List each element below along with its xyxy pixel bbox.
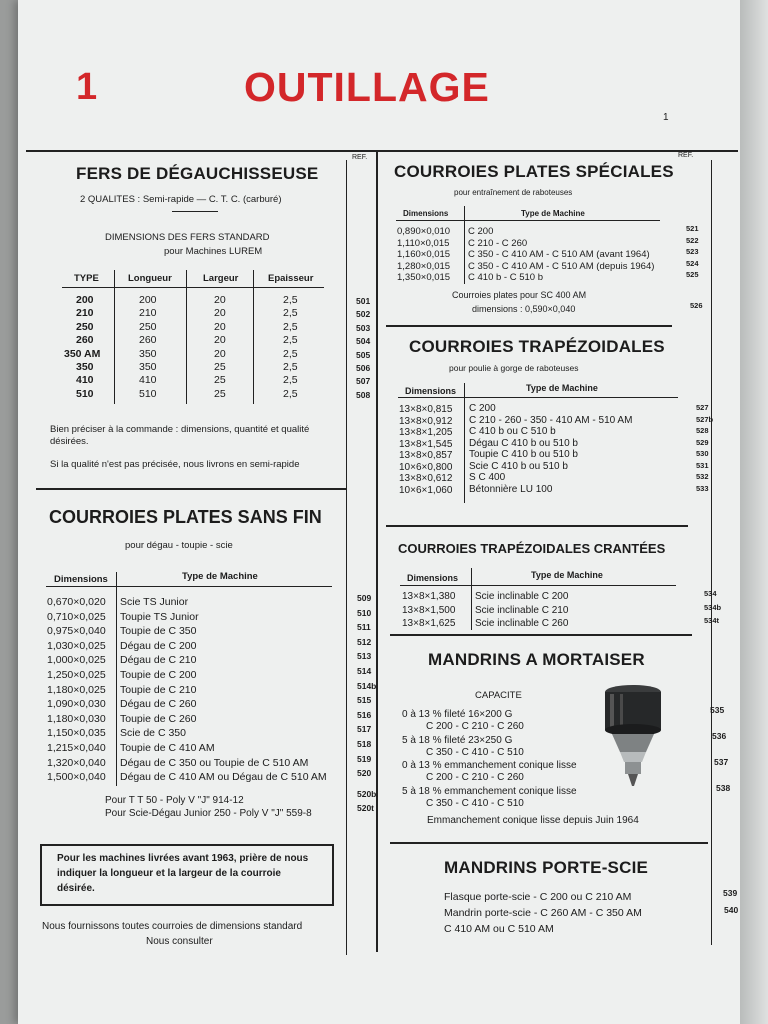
table-cell-machine: C 200	[468, 226, 494, 237]
table-cell-machine: Dégau de C 210	[120, 654, 197, 667]
mandrin-machines: C 200 - C 210 - C 260	[426, 721, 524, 732]
table-cell-longueur: 200	[139, 294, 157, 306]
table-cell-machine: Toupie C 410 b ou 510 b	[469, 449, 578, 460]
sans-fin-header-type: Type de Machine	[182, 571, 258, 582]
table-cell-machine: Dégau de C 350 ou Toupie de C 510 AM	[120, 756, 309, 769]
ref-number: 533	[696, 483, 709, 493]
table-cell-dimensions: 0,975×0,040	[47, 625, 106, 638]
speciales-subtitle: pour entraînement de raboteuses	[454, 188, 573, 197]
col-header-type: TYPE	[74, 273, 99, 284]
table-cell-largeur: 20	[214, 334, 226, 347]
ref-number: 513	[357, 651, 372, 662]
table-cell-epaisseur: 2,5	[283, 347, 298, 360]
table-cell-longueur: 510	[139, 387, 157, 400]
ref-number: 527	[696, 403, 709, 412]
section-rule	[36, 488, 346, 490]
table-cell-machine: Scie TS Junior	[120, 596, 189, 608]
table-cell-dimensions: 13×8×0,815	[399, 404, 453, 415]
table-cell-dimensions: 1,030×0,025	[47, 639, 106, 652]
table-cell-machine: Toupie de C 410 AM	[120, 742, 215, 754]
ref-number: 532	[696, 472, 709, 481]
ref-number: 519	[357, 753, 372, 764]
table-cell-type: 260	[76, 334, 94, 347]
table-cell-machine: Scie de C 350	[120, 727, 186, 740]
col-header-longueur: Longueur	[128, 273, 172, 284]
fers-note-1: Bien préciser à la commande : dimensions, quantité et qualité désirées.	[50, 424, 310, 447]
table-cell-machine: Dégau C 410 b ou 510 b	[469, 437, 578, 449]
ref-number: 527b	[696, 414, 714, 424]
table-cell-dimensions: 1,160×0,015	[397, 249, 451, 261]
fers-header-rule	[62, 287, 324, 288]
section-rule	[386, 325, 672, 327]
drill-chuck-image	[598, 682, 668, 792]
ref-number: 515	[357, 695, 372, 706]
porte-scie-line-1: Flasque porte-scie - C 200 ou C 210 AM	[444, 891, 632, 903]
ref-number: 535	[710, 705, 725, 715]
table-cell-machine: Bétonnière LU 100	[469, 483, 553, 495]
ref-number: 526	[690, 301, 703, 310]
mandrin-machines: C 200 - C 210 - C 260	[426, 772, 524, 783]
mandrins-capacite: CAPACITE	[475, 690, 522, 701]
trapezoidales-header-type: Type de Machine	[526, 383, 598, 393]
table-cell-machine: Scie C 410 b ou 510 b	[469, 460, 568, 472]
ref-number: 520	[357, 768, 372, 779]
table-cell-largeur: 20	[214, 294, 226, 306]
table-cell-epaisseur: 2,5	[283, 307, 298, 320]
speciales-col-rule	[464, 206, 465, 284]
table-cell-dimensions: 13×8×0,612	[399, 473, 453, 484]
table-cell-dimensions: 1,110×0,015	[397, 237, 450, 249]
ref-number: 521	[686, 224, 699, 233]
fers-note-2: Si la qualité n'est pas précisée, nous livrons en semi-rapide	[50, 459, 300, 470]
mandrin-capacity: 0 à 13 % emmanchement conique lisse	[402, 760, 577, 771]
trapezoidales-title: COURROIES TRAPÉZOIDALES	[409, 337, 665, 356]
ref-number: 503	[356, 322, 371, 333]
table-cell-machine: C 410 b ou C 510 b	[469, 426, 556, 437]
crantees-title: COURROIES TRAPÉZOIDALES CRANTÉES	[398, 541, 666, 556]
fers-qualites: 2 QUALITES : Semi-rapide — C. T. C. (carburé)	[80, 194, 282, 205]
ref-number: 520b	[357, 789, 377, 799]
table-cell-largeur: 25	[214, 361, 226, 373]
ref-number: 520t	[357, 803, 375, 813]
ref-number: 529	[696, 437, 709, 447]
ref-number: 516	[357, 709, 372, 720]
ref-number: 502	[356, 309, 371, 320]
table-cell-machine: C 350 - C 410 AM - C 510 AM (avant 1964)	[468, 249, 650, 261]
ref-number: 511	[357, 622, 371, 633]
ref-number: 508	[356, 389, 371, 400]
ref-number: 505	[356, 349, 371, 360]
table-cell-dimensions: 0,890×0,010	[397, 226, 451, 237]
ref-number: 509	[357, 593, 372, 603]
table-cell-largeur: 20	[214, 347, 226, 360]
sans-fin-header-rule	[46, 586, 332, 587]
table-cell-largeur: 25	[214, 387, 226, 400]
ref-number: 501	[356, 296, 371, 306]
speciales-note-2: dimensions : 0,590×0,040	[472, 304, 576, 314]
table-cell-dimensions: 13×8×1,380	[402, 591, 456, 602]
table-cell-machine: Dégau de C 200	[120, 639, 197, 652]
col-header-largeur: Largeur	[203, 273, 239, 284]
mandrin-capacity: 0 à 13 % fileté 16×200 G	[402, 709, 513, 720]
ref-number: 514	[357, 666, 372, 676]
table-cell-longueur: 210	[139, 307, 157, 320]
table-cell-machine: Dégau de C 410 AM ou Dégau de C 510 AM	[120, 771, 327, 784]
ref-number: 522	[686, 235, 699, 245]
table-cell-epaisseur: 2,5	[283, 294, 298, 306]
ref-number: 534	[704, 589, 717, 598]
sans-fin-extra-1: Pour T T 50 - Poly V "J" 914-12	[105, 795, 244, 806]
table-cell-machine: Scie inclinable C 260	[475, 618, 569, 629]
sans-fin-title: COURROIES PLATES SANS FIN	[49, 507, 322, 527]
chapter-title: OUTILLAGE	[244, 64, 490, 110]
table-cell-largeur: 25	[214, 374, 226, 387]
ref-number: 540	[724, 905, 739, 915]
table-cell-machine: C 210 - C 260	[468, 237, 528, 249]
mandrins-note: Emmanchement conique lisse depuis Juin 1964	[427, 815, 639, 826]
ref-number: 523	[686, 247, 699, 257]
table-cell-dimensions: 10×6×0,800	[399, 461, 453, 473]
table-cell-epaisseur: 2,5	[283, 361, 298, 373]
crantees-col-rule	[471, 568, 472, 630]
ref-number: 518	[357, 739, 372, 749]
section-rule	[390, 634, 692, 636]
ref-number: 517	[357, 724, 372, 735]
fers-dims-subtitle: pour Machines LUREM	[164, 246, 263, 257]
ref-column-label-right: REF.	[678, 152, 694, 159]
left-ref-rule	[346, 160, 347, 955]
table-cell-machine: Scie inclinable C 210	[475, 604, 569, 616]
ref-number: 525	[686, 270, 699, 280]
trapezoidales-header-dim: Dimensions	[405, 386, 457, 396]
ref-number: 510	[357, 607, 372, 618]
table-cell-longueur: 250	[139, 320, 157, 333]
porte-scie-line-2: Mandrin porte-scie - C 260 AM - C 350 AM	[444, 907, 642, 919]
table-cell-machine: Toupie TS Junior	[120, 610, 199, 623]
mandrin-machines: C 350 - C 410 - C 510	[426, 746, 524, 758]
sans-fin-subtitle: pour dégau - toupie - scie	[125, 540, 233, 551]
ref-number: 537	[714, 757, 729, 767]
table-cell-type: 350	[76, 361, 94, 373]
table-cell-dimensions: 13×8×1,545	[399, 438, 453, 450]
ref-number: 534b	[704, 602, 722, 612]
ref-number: 506	[356, 363, 371, 373]
table-cell-type: 250	[76, 320, 94, 333]
table-cell-machine: Dégau de C 260	[120, 698, 197, 711]
ref-number: 530	[696, 449, 709, 458]
porte-scie-title: MANDRINS PORTE-SCIE	[444, 858, 649, 877]
table-cell-dimensions: 1,150×0,035	[47, 727, 106, 740]
ref-number: 531	[696, 460, 709, 470]
table-cell-longueur: 410	[139, 374, 157, 387]
mandrin-machines: C 350 - C 410 - C 510	[426, 797, 524, 809]
speciales-header-dim: Dimensions	[403, 209, 449, 218]
fers-dims-title: DIMENSIONS DES FERS STANDARD	[105, 232, 270, 243]
section-rule	[386, 525, 688, 527]
table-cell-machine: S C 400	[469, 472, 506, 483]
speciales-note-1: Courroies plates pour SC 400 AM	[452, 290, 587, 300]
table-cell-epaisseur: 2,5	[283, 387, 298, 400]
right-ref-rule	[711, 160, 712, 945]
table-cell-dimensions: 1,280×0,015	[397, 260, 451, 272]
crantees-header-dim: Dimensions	[407, 573, 459, 583]
table-cell-dimensions: 13×8×1,205	[399, 427, 453, 438]
table-cell-type: 200	[76, 294, 94, 306]
ref-number: 528	[696, 426, 709, 435]
table-cell-dimensions: 10×6×1,060	[399, 484, 453, 496]
trapezoidales-col-rule	[464, 383, 465, 503]
table-cell-epaisseur: 2,5	[283, 374, 298, 387]
fers-col-rule	[114, 270, 115, 404]
page-number: 1	[663, 112, 669, 123]
table-cell-machine: Toupie de C 200	[120, 669, 197, 681]
table-cell-dimensions: 13×8×0,912	[399, 415, 453, 427]
mandrin-capacity: 5 à 18 % emmanchement conique lisse	[402, 785, 577, 797]
speciales-header-rule	[396, 220, 660, 221]
table-cell-epaisseur: 2,5	[283, 320, 298, 333]
ref-number: 514b	[357, 680, 377, 691]
table-cell-dimensions: 0,670×0,020	[47, 596, 106, 608]
table-cell-dimensions: 1,180×0,030	[47, 712, 106, 725]
boxed-note-text: Pour les machines livrées avant 1963, prière de nous indiquer la longueur et la largeur de la courroie désirée.	[57, 853, 309, 894]
ref-number: 534t	[704, 616, 720, 625]
table-cell-machine: Toupie de C 350	[120, 625, 197, 638]
table-cell-dimensions: 1,350×0,015	[397, 272, 451, 284]
table-cell-machine: C 350 - C 410 AM - C 510 AM (depuis 1964)	[468, 260, 655, 272]
ref-number: 507	[356, 376, 371, 387]
table-cell-type: 510	[76, 387, 94, 400]
ref-number: 504	[356, 336, 371, 347]
table-cell-type: 350 AM	[64, 347, 101, 360]
table-cell-dimensions: 1,090×0,030	[47, 698, 106, 711]
col-header-epaisseur: Epaisseur	[268, 273, 314, 284]
ref-number: 538	[716, 783, 731, 793]
table-cell-machine: C 200	[469, 403, 496, 414]
top-rule	[26, 150, 738, 152]
table-cell-machine: Toupie de C 260	[120, 712, 197, 725]
table-cell-longueur: 350	[139, 361, 157, 373]
trapezoidales-header-rule	[398, 397, 678, 398]
porte-scie-line-3: C 410 AM ou C 510 AM	[444, 923, 554, 935]
speciales-header-type: Type de Machine	[521, 209, 585, 218]
fers-title: FERS DE DÉGAUCHISSEUSE	[76, 164, 319, 183]
speciales-title: COURROIES PLATES SPÉCIALES	[394, 162, 674, 181]
table-cell-dimensions: 1,180×0,025	[47, 683, 106, 696]
crantees-header-type: Type de Machine	[531, 570, 603, 580]
table-cell-epaisseur: 2,5	[283, 334, 298, 347]
table-cell-dimensions: 0,710×0,025	[47, 610, 106, 623]
section-rule	[390, 842, 708, 844]
table-cell-largeur: 20	[214, 320, 226, 333]
table-cell-type: 210	[76, 307, 94, 320]
table-cell-dimensions: 13×8×1,625	[402, 618, 456, 629]
sans-fin-extra-2: Pour Scie-Dégau Junior 250 - Poly V "J" 559-8	[105, 808, 312, 819]
mandrins-title: MANDRINS A MORTAISER	[428, 650, 645, 669]
sans-fin-header-dim: Dimensions	[54, 574, 108, 585]
table-cell-longueur: 350	[139, 347, 157, 360]
table-cell-dimensions: 1,250×0,025	[47, 669, 106, 681]
table-cell-dimensions: 1,215×0,040	[47, 742, 106, 754]
table-cell-machine: C 210 - 260 - 350 - 410 AM - 510 AM	[469, 414, 633, 426]
table-cell-dimensions: 1,000×0,025	[47, 654, 106, 667]
chapter-number: 1	[76, 66, 98, 108]
fers-col-rule	[253, 270, 254, 404]
next-page-edge	[740, 0, 768, 1024]
table-cell-machine: Scie inclinable C 200	[475, 591, 569, 602]
table-cell-longueur: 260	[139, 334, 157, 347]
table-cell-type: 410	[76, 374, 94, 387]
table-cell-dimensions: 1,500×0,040	[47, 771, 106, 784]
table-cell-dimensions: 13×8×1,500	[402, 604, 456, 616]
ref-column-label-left: REF.	[352, 154, 368, 161]
table-cell-machine: C 410 b - C 510 b	[468, 272, 543, 284]
ref-number: 524	[686, 258, 699, 268]
sans-fin-footer-2: Nous consulter	[146, 936, 213, 947]
trapezoidales-subtitle: pour poulie à gorge de raboteuses	[449, 363, 579, 373]
column-divider	[376, 152, 378, 952]
ref-number: 539	[723, 888, 738, 898]
ref-number: 536	[712, 731, 727, 741]
ref-number: 512	[357, 636, 372, 647]
sans-fin-col-rule	[116, 572, 117, 786]
table-cell-largeur: 20	[214, 307, 226, 320]
mandrin-capacity: 5 à 18 % fileté 23×250 G	[402, 734, 513, 746]
fers-col-rule	[186, 270, 187, 404]
fers-underline	[172, 211, 218, 212]
table-cell-dimensions: 1,320×0,040	[47, 756, 106, 769]
crantees-header-rule	[400, 585, 676, 586]
table-cell-machine: Toupie de C 210	[120, 683, 197, 696]
table-cell-dimensions: 13×8×0,857	[399, 450, 453, 461]
sans-fin-footer-1: Nous fournissons toutes courroies de dimensions standard	[42, 921, 303, 932]
